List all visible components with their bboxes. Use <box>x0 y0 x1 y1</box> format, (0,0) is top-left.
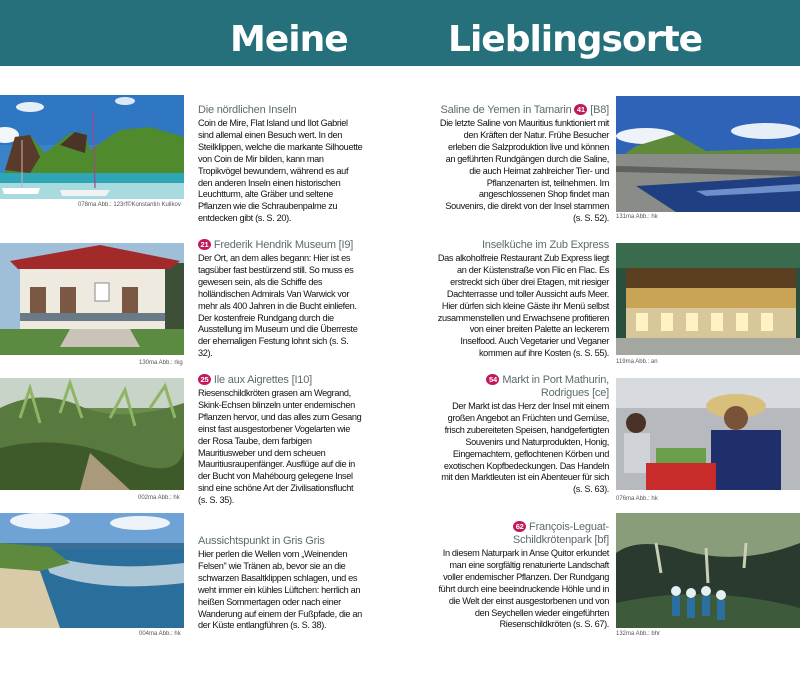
photo-credit: 119ma Abb.: an <box>616 359 658 365</box>
title-word-lieblingsorte: Lieblingsorte <box>448 19 703 60</box>
entry-saline-de-yemen <box>437 104 609 225</box>
entry-title: 62 François-Leguat-Schildkrötenpark [bf] <box>512 521 609 546</box>
entry-title: Aussichtspunkt in Gris Gris <box>198 535 325 547</box>
entry-body: Hier perlen die Wellen vom „Weinenden Felsen" wie Tränen ab, bevor sie an die schwarzen Basaltklippen schlagen, und es weht immer ein kühles Lüftchen: herrlich an heißen Sommertagen oder nach einer Wanderung auf einem der Fußpfade, die an der Küste entlangführen (s. S. 38). <box>198 549 362 631</box>
photo-credit: 004ma Abb.: hk <box>139 631 181 637</box>
entry-market-port-mathurin <box>437 374 609 496</box>
entry-zub-express <box>437 239 609 360</box>
location-number-badge: 21 <box>198 239 211 250</box>
location-number-badge: 41 <box>574 104 587 115</box>
entry-body: Riesenschildkröten grasen am Wegrand, Skink-Echsen blinzeln unter endemischen Pflanzen hervor, und das alles zum Gesang einst fast ausgestorbener Vogelarten wie der Rosa Taube, dem farbigen Mauritiusweber und dem scheuen Mauritiusraupenfänger. Ausflüge auf die in der Bucht von Mahébourg gelegene Insel sind eine schöne Art der Zivilisationsflucht (s. S. 35). <box>198 388 362 506</box>
entry-title: 54 Markt in Port Mathurin, Rodrigues [ce] <box>437 374 609 400</box>
photo-market-port-mathurin <box>616 378 800 490</box>
photo-zub-express <box>616 243 800 355</box>
photo-frederik-hendrik-museum <box>0 243 184 355</box>
entry-title: Saline de Yemen in Tamarin 41 [B8] <box>440 104 609 116</box>
photo-credit: 002ma Abb.: hk <box>138 495 180 501</box>
entry-body: Coin de Mire, Flat Island und Ilot Gabriel sind allemal einen Besuch wert. In den Steilklippen, welche die markante Silhouette von Coin de Mir bilden, kann man Tropikvögel bewundern, während es auf den anderen Inseln einen historischen Leuchtturm, alte Gräber und seltene Pflanzen wie die Schraubenpalme zu entdecken gibt (s. S. 20). <box>198 118 363 224</box>
entry-title: Die nördlichen Inseln <box>198 104 297 116</box>
entry-body: Der Ort, an dem alles begann: Hier ist es tagsüber fast bestürzend still. So muss es gewesen sein, als die Schiffe des holländischen Admirals Van Warwick vor mehr als 400 Jahren in die Bucht einliefen. Der kostenfreie Rundgang durch die Ausstellung im Museum und die Überreste der ehemaligen Festung lohnt sich (s. S. 32). <box>198 253 358 359</box>
photo-credit: 130ma Abb.: rkg <box>139 360 183 366</box>
entry-title: 21 Frederik Hendrik Museum [I9] <box>198 239 363 252</box>
photo-gris-gris-viewpoint <box>0 513 184 628</box>
photo-credit: 131ma Abb.: hk <box>616 214 658 220</box>
entry-body: Die letzte Saline von Mauritius funktioniert mit den Kräften der Natur. Frühe Besucher erleben die Salzproduktion live und können an geführten Rundgängen durch die Saline, die auch Heimat zahlreicher Tier- und Pflanzenarten ist, teilnehmen. Im angeschlossenen Shop findet man Souvenirs, die direkt von der Insel stammen (s. S. 52). <box>439 118 609 224</box>
photo-ile-aux-aigrettes <box>0 378 184 490</box>
entry-body: In diesem Naturpark in Anse Quitor erkundet man eine sorgfältig renaturierte Landschaft voller endemischer Pflanzen. Der Rundgang führt durch eine beeindruckende Höhle und in die Welt der einst ausgestorbenen und von den Seychellen wieder eingeführten Riesenschildkröten (s. S. 67). <box>438 548 609 630</box>
location-number-badge: 62 <box>513 521 526 532</box>
photo-credit: 076ma Abb.: hk <box>616 496 658 502</box>
title-word-meine: Meine <box>230 19 348 60</box>
photo-northern-islands <box>0 95 184 199</box>
entry-title: Inselküche im Zub Express <box>481 239 609 251</box>
entry-frederik-hendrik-museum <box>198 239 363 360</box>
entry-northern-islands <box>198 104 363 225</box>
entry-ile-aux-aigrettes <box>198 374 363 507</box>
entry-body: Das alkoholfreie Restaurant Zub Express liegt an der Küstenstraße von Flic en Flac. Es erstreckt sich über drei Etagen, mit riesiger Dachterrasse und toller Aussicht aufs Meer. Hier dürfen sich kleine Gäste ihr Menü selbst zusammenstellen und Erwachsene profitieren von einer breiten Palette an leckerem Inselfood. Auch Vegetarier und Veganer kommen auf ihre Kosten (s. S. 55). <box>437 253 609 359</box>
location-number-badge: 25 <box>198 374 211 385</box>
photo-credit: 078ma Abb.: 123rf©Konstantin Kulikov <box>78 202 181 208</box>
page-header <box>0 0 800 66</box>
photo-francois-leguat-cave <box>616 513 800 628</box>
entry-title: 25 Ile aux Aigrettes [I10] <box>198 374 363 387</box>
entry-francois-leguat-park <box>437 521 609 631</box>
entry-body: Der Markt ist das Herz der Insel mit einem großen Angebot an Früchten und Gemüse, frisch zubereiteten Speisen, handgefertigten Souvenirs und Naturprodukten, Honig, Eingemachtem, geflochtenen Körben und exotischen Kopfbedeckungen. Das Handeln mit den Marktleuten ist ein Abenteuer für sich (s. S. 63). <box>441 401 609 495</box>
photo-credit: 132ma Abb.: bhr <box>616 631 661 637</box>
location-number-badge: 54 <box>486 374 499 385</box>
entry-gris-gris-viewpoint <box>198 535 363 632</box>
photo-saline-de-yemen <box>616 96 800 212</box>
